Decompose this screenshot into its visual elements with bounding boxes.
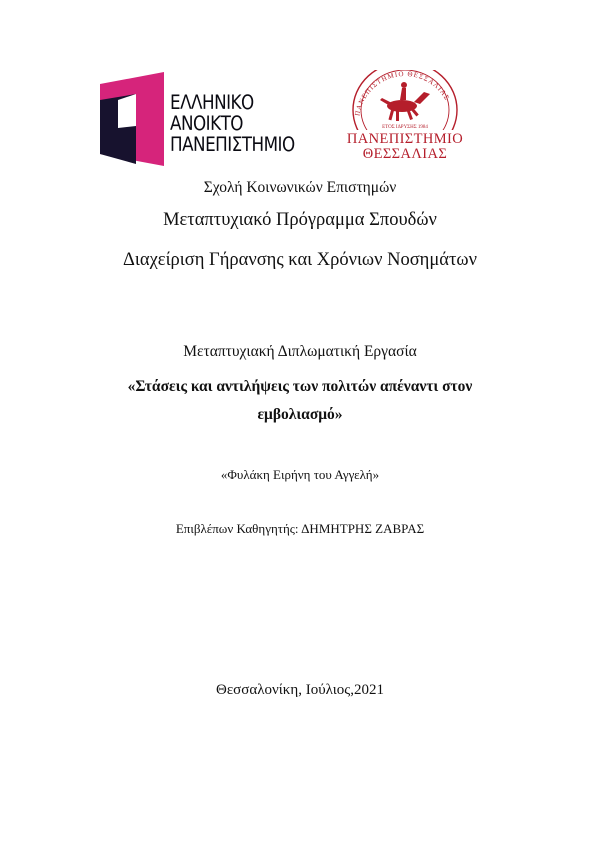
uth-seal-ring-text: ΠΑΝΕΠΙΣΤΗΜΙΟ ΘΕΣΣΑΛΙΑΣ (353, 70, 452, 117)
thesis-title-line-2: εμβολιασμό» (257, 406, 343, 423)
program-name: Μεταπτυχιακό Πρόγραμμα Σπουδών (163, 210, 437, 230)
thesis-type: Μεταπτυχιακή Διπλωματική Εργασία (183, 343, 417, 360)
eap-logo-mark-icon (96, 70, 166, 168)
author-name: «Φυλάκη Ειρήνη του Αγγελή» (220, 467, 380, 482)
eap-logo-line-3: ΠΑΝΕΠΙΣΤΗΜΙΟ (170, 133, 295, 156)
place-date: Θεσσαλονίκη, Ιούλιος,2021 (216, 682, 384, 698)
uth-logo-name-line-2: ΘΕΣΣΑΛΙΑΣ (362, 146, 448, 162)
eap-logo-line-1: ΕΛΛΗΝΙΚΟ (170, 91, 254, 114)
uth-logo (320, 70, 500, 166)
school-name: Σχολή Κοινωνικών Επιστημών (203, 179, 397, 196)
uth-seal-founded-text: ΕΤΟΣ ΙΔΡΥΣΗΣ 1984 (382, 125, 428, 130)
uth-logo-name-line-1: ΠΑΝΕΠΙΣΤΗΜΙΟ (346, 131, 464, 147)
specialty-name: Διαχείριση Γήρανσης και Χρόνιων Νοσημάτων (123, 250, 477, 270)
eap-logo-text (170, 92, 295, 155)
uth-seal-icon (340, 70, 470, 130)
eap-logo-line-2: ΑΝΟΙΚΤΟ (170, 112, 243, 135)
thesis-title-line-1: «Στάσεις και αντιλήψεις των πολιτών απέναντι στον (127, 378, 473, 395)
supervisor-line: Επιβλέπων Καθηγητής: ΔΗΜΗΤΡΗΣ ΖΑΒΡΑΣ (175, 521, 425, 536)
uth-logo-name (320, 132, 490, 162)
eap-logo (96, 70, 296, 168)
